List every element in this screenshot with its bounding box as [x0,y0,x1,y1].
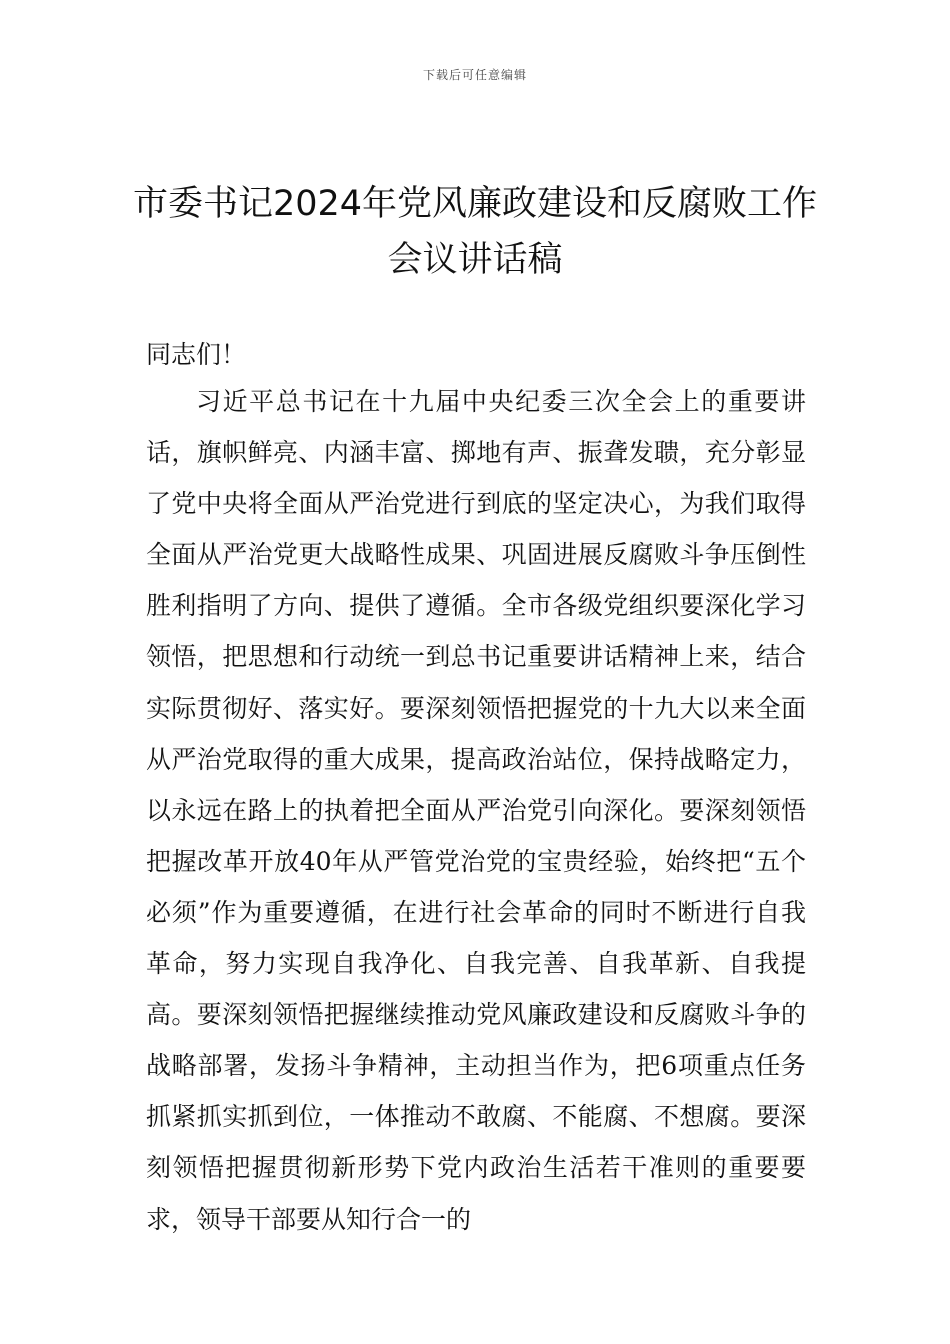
document-title: 市委书记2024年党风廉政建设和反腐败工作会议讲话稿 [132,184,818,280]
greeting: 同志们！ [146,340,247,369]
header-note: 下载后可任意编辑 [422,68,527,82]
body-paragraph: 习近平总书记在十九届中央纪委三次全会上的重要讲话，旗帜鲜亮、内涵丰富、掷地有声、振聋发聩，充分彰显了党中央将全面从严治党进行到底的坚定决心，为我们取得全面从严治党更大战略性成果、巩固进展反腐败斗争压倒性胜利指明了方向、提供了遵循。全市各级党组织要深化学习领悟，把思想和行动统一到总书记重要讲话精神上来，结合实际贯彻好、落实好。要深刻领悟把握党的十九大以来全面从严治党取得的重大成果，提高政治站位，保持战略定力，以永远在路上的执着把全面从严治党引向深化。要深刻领悟把握改革开放40年从严管党治党的宝贵经验，始终把“五个必须”作为重要遵循，在进行社会革命的同时不断进行自我革命，努力实现自我净化、自我完善、自我革新、自我提高。要深刻领悟把握继续推动党风廉政建设和反腐败斗争的战略部署，发扬斗争精神，主动担当作为，把6项重点任务抓紧抓实抓到位，一体推动不敢腐、不能腐、不想腐。要深刻领悟把握贯彻新形势下党内政治生活若干准则的重要要求，领导干部要从知行合一的 [146,387,806,1234]
